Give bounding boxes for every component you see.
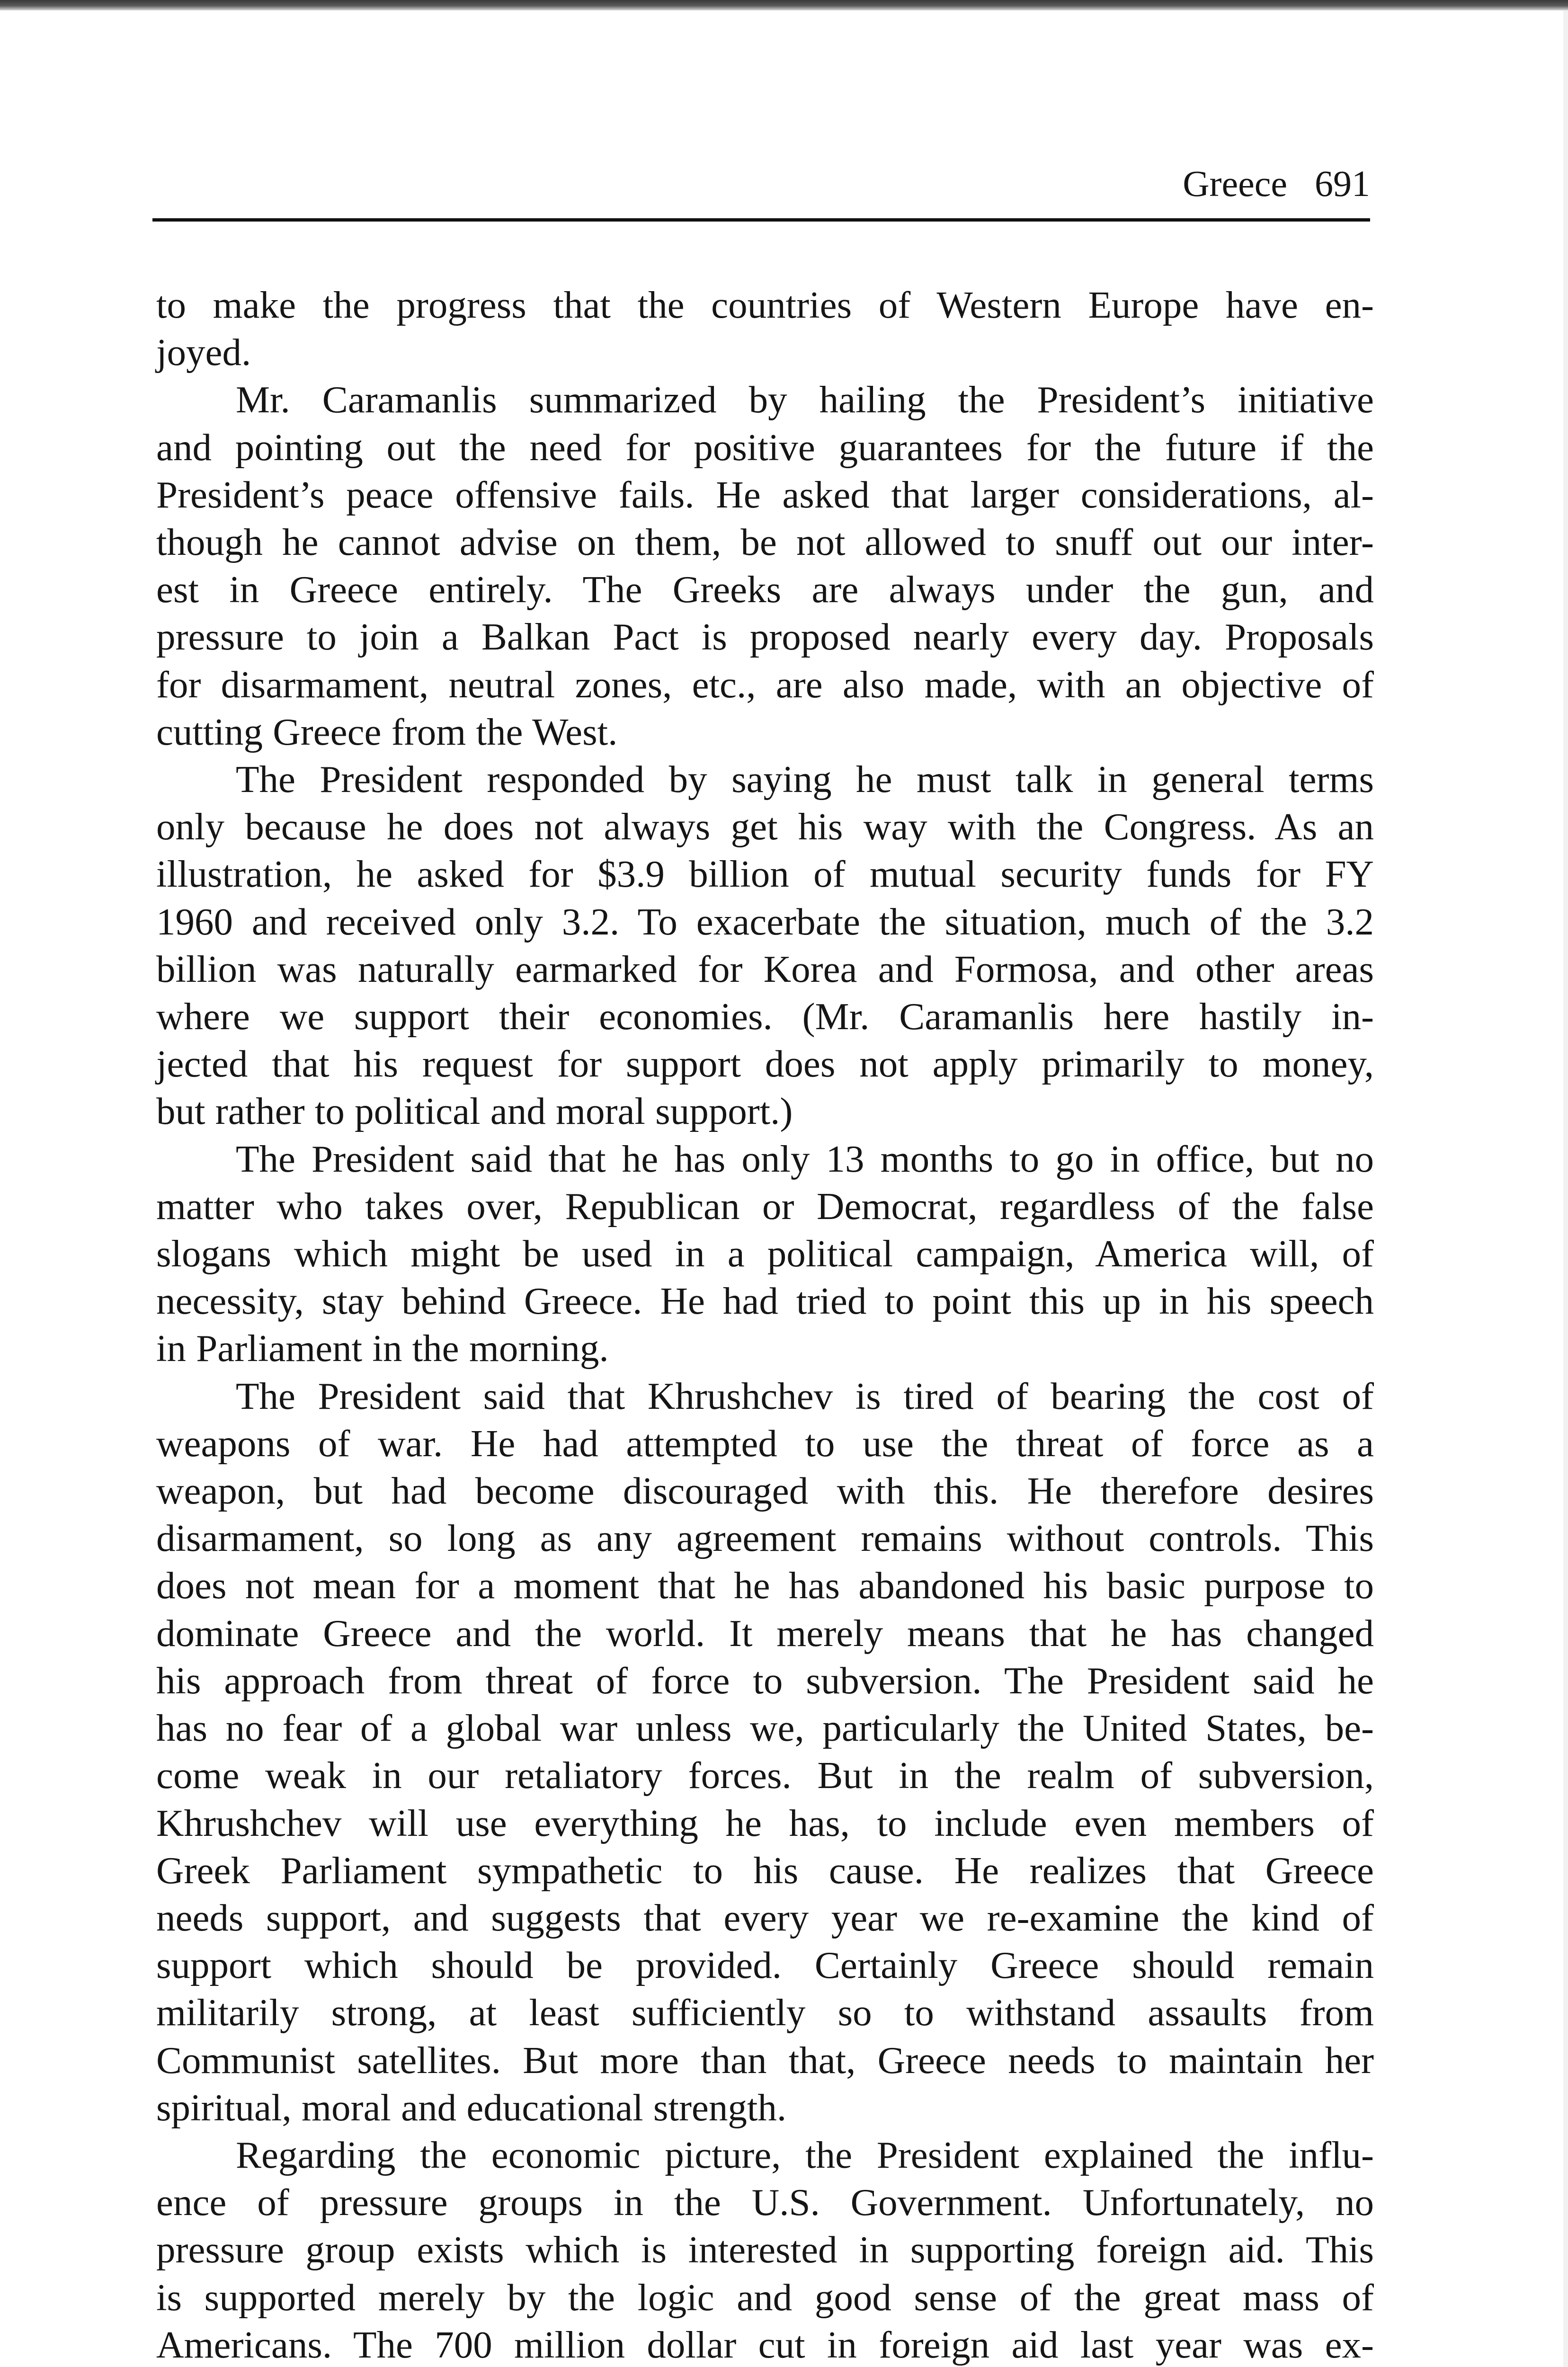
page-header — [152, 156, 1370, 222]
text-line: The President said that Khrushchev is tired of bearing the cost of — [236, 1374, 1374, 1417]
scan-right-margin — [1563, 10, 1568, 2367]
text-line: come weak in our retaliatory forces. But in the realm of subversion, — [156, 1754, 1374, 1797]
text-line: est in Greece entirely. The Greeks are always under the gun, and — [156, 568, 1374, 611]
text-line: matter who takes over, Republican or Democrat, regardless of the false — [156, 1184, 1374, 1228]
text-line: jected that his request for support does not apply primarily to money, — [156, 1042, 1374, 1086]
text-line: in Parliament in the morning. — [156, 1327, 609, 1370]
text-line: billion was naturally earmarked for Korea and Formosa, and other areas — [156, 947, 1374, 990]
text-line: his approach from threat of force to subversion. The President said he — [156, 1659, 1374, 1702]
paragraph-1 — [156, 281, 1374, 376]
text-line: only because he does not always get his way with the Congress. As an — [156, 805, 1374, 848]
text-line: though he cannot advise on them, be not allowed to snuff out our inter- — [156, 521, 1374, 564]
text-line: joyed. — [156, 331, 251, 374]
text-line: does not mean for a moment that he has abandoned his basic purpose to — [156, 1564, 1374, 1607]
text-line: but rather to political and moral support.) — [156, 1090, 793, 1133]
text-line: weapons of war. He had attempted to use the threat of force as a — [156, 1422, 1374, 1465]
text-line: has no fear of a global war unless we, particularly the United States, be- — [156, 1707, 1374, 1750]
text-line: Americans. The 700 million dollar cut in foreign aid last year was ex- — [156, 2323, 1374, 2366]
text-line: President’s peace offensive fails. He asked that larger considerations, al- — [156, 473, 1374, 516]
text-line: slogans which might be used in a political campaign, America will, of — [156, 1232, 1374, 1275]
text-line: cutting Greece from the West. — [156, 710, 618, 753]
paragraph-3 — [156, 756, 1374, 1135]
running-head — [1183, 160, 1370, 207]
text-line: Khrushchev will use everything he has, to include even members of — [156, 1801, 1374, 1844]
text-line: The President responded by saying he must talk in general terms — [236, 758, 1374, 801]
text-line: support which should be provided. Certainly Greece should remain — [156, 1944, 1374, 1987]
paragraph-6 — [156, 2131, 1374, 2367]
text-line: The President said that he has only 13 months to go in office, but no — [236, 1137, 1374, 1180]
text-line: 1960 and received only 3.2. To exacerbate the situation, much of the 3.2 — [156, 900, 1374, 943]
text-line: Communist satellites. But more than that, Greece needs to maintain her — [156, 2038, 1374, 2082]
text-line: Regarding the economic picture, the President explained the influ- — [236, 2133, 1374, 2176]
text-line: illustration, he asked for $3.9 billion of mutual security funds for FY — [156, 853, 1374, 896]
text-line: is supported merely by the logic and good sense of the great mass of — [156, 2276, 1374, 2319]
text-line: spiritual, moral and educational strength. — [156, 2086, 787, 2129]
text-line: militarily strong, at least sufficiently so to withstand assaults from — [156, 1991, 1374, 2034]
text-line: dominate Greece and the world. It merely means that he has changed — [156, 1611, 1374, 1655]
page-number: 691 — [1315, 163, 1370, 204]
text-line: where we support their economies. (Mr. Caramanlis here hastily in- — [156, 995, 1374, 1038]
scan-top-border — [0, 0, 1568, 10]
text-line: ence of pressure groups in the U.S. Government. Unfortunately, no — [156, 2181, 1374, 2224]
text-line: needs support, and suggests that every year we re-examine the kind of — [156, 1896, 1374, 1939]
text-line: disarmament, so long as any agreement remains without controls. This — [156, 1517, 1374, 1560]
paragraph-5 — [156, 1372, 1374, 2131]
text-line: and pointing out the need for positive guarantees for the future if the — [156, 426, 1374, 469]
document-body — [156, 281, 1374, 2367]
text-line: pressure group exists which is interested in supporting foreign aid. This — [156, 2228, 1374, 2271]
running-head-section: Greece — [1183, 163, 1287, 204]
text-line: pressure to join a Balkan Pact is proposed nearly every day. Proposals — [156, 615, 1374, 658]
paragraph-4 — [156, 1135, 1374, 1372]
text-line: Greek Parliament sympathetic to his cause. He realizes that Greece — [156, 1849, 1374, 1892]
paragraph-2 — [156, 376, 1374, 756]
text-line: to make the progress that the countries of Western Europe have en- — [156, 284, 1374, 326]
text-line: weapon, but had become discouraged with this. He therefore desires — [156, 1469, 1374, 1513]
text-line: necessity, stay behind Greece. He had tried to point this up in his speech — [156, 1280, 1374, 1323]
text-line: for disarmament, neutral zones, etc., are also made, with an objective of — [156, 663, 1374, 706]
text-line: Mr. Caramanlis summarized by hailing the President’s initiative — [236, 378, 1374, 421]
